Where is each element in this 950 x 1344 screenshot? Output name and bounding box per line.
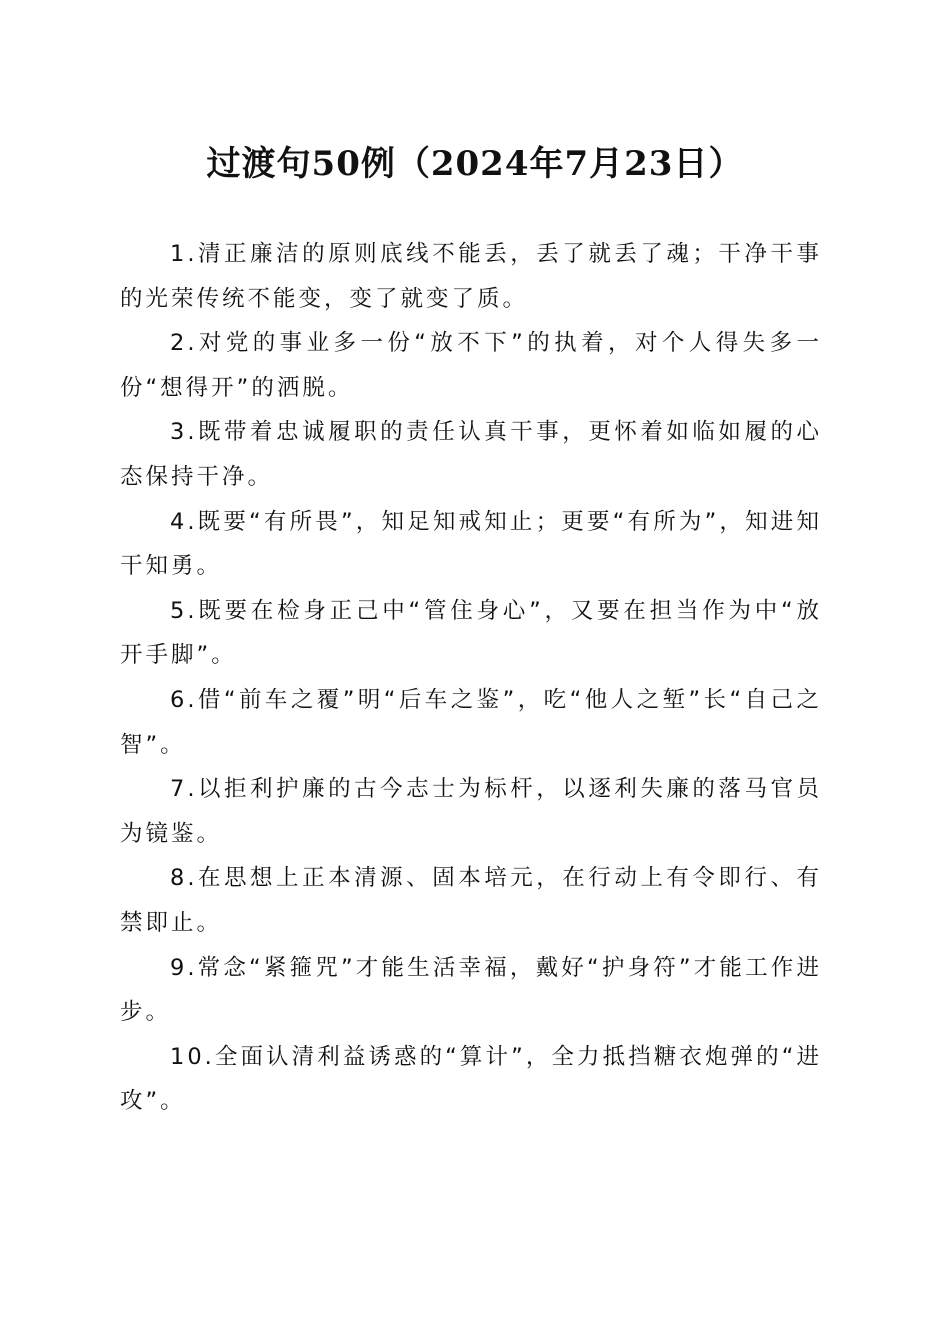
list-item: 9.常念“紧箍咒”才能生活幸福，戴好“护身符”才能工作进步。: [120, 954, 822, 1026]
list-item: 3.既带着忠诚履职的责任认真干事，更怀着如临如履的心态保持干净。: [120, 419, 822, 490]
page-title: 过渡句50例（2024年7月23日）: [206, 144, 744, 184]
list-item: 7.以拒利护廉的古今志士为标杆，以逐利失廉的落马官员为镜鉴。: [120, 776, 822, 847]
sentence-list: [120, 232, 822, 1124]
list-item: 5.既要在检身正己中“管住身心”，又要在担当作为中“放开手脚”。: [120, 597, 822, 669]
list-item: 8.在思想上正本清源、固本培元，在行动上有令即行、有禁即止。: [120, 865, 822, 936]
list-item: 1.清正廉洁的原则底线不能丢，丢了就丢了魂；干净干事的光荣传统不能变，变了就变了质。: [120, 241, 822, 312]
list-item: 6.借“前车之覆”明“后车之鉴”，吃“他人之堑”长“自己之智”。: [120, 686, 822, 758]
list-item: 4.既要“有所畏”，知足知戒知止；更要“有所为”，知进知干知勇。: [120, 508, 822, 580]
list-item: 10.全面认清利益诱惑的“算计”，全力抵挡糖衣炮弹的“进攻”。: [120, 1043, 822, 1115]
list-item: 2.对党的事业多一份“放不下”的执着，对个人得失多一份“想得开”的洒脱。: [120, 330, 822, 401]
